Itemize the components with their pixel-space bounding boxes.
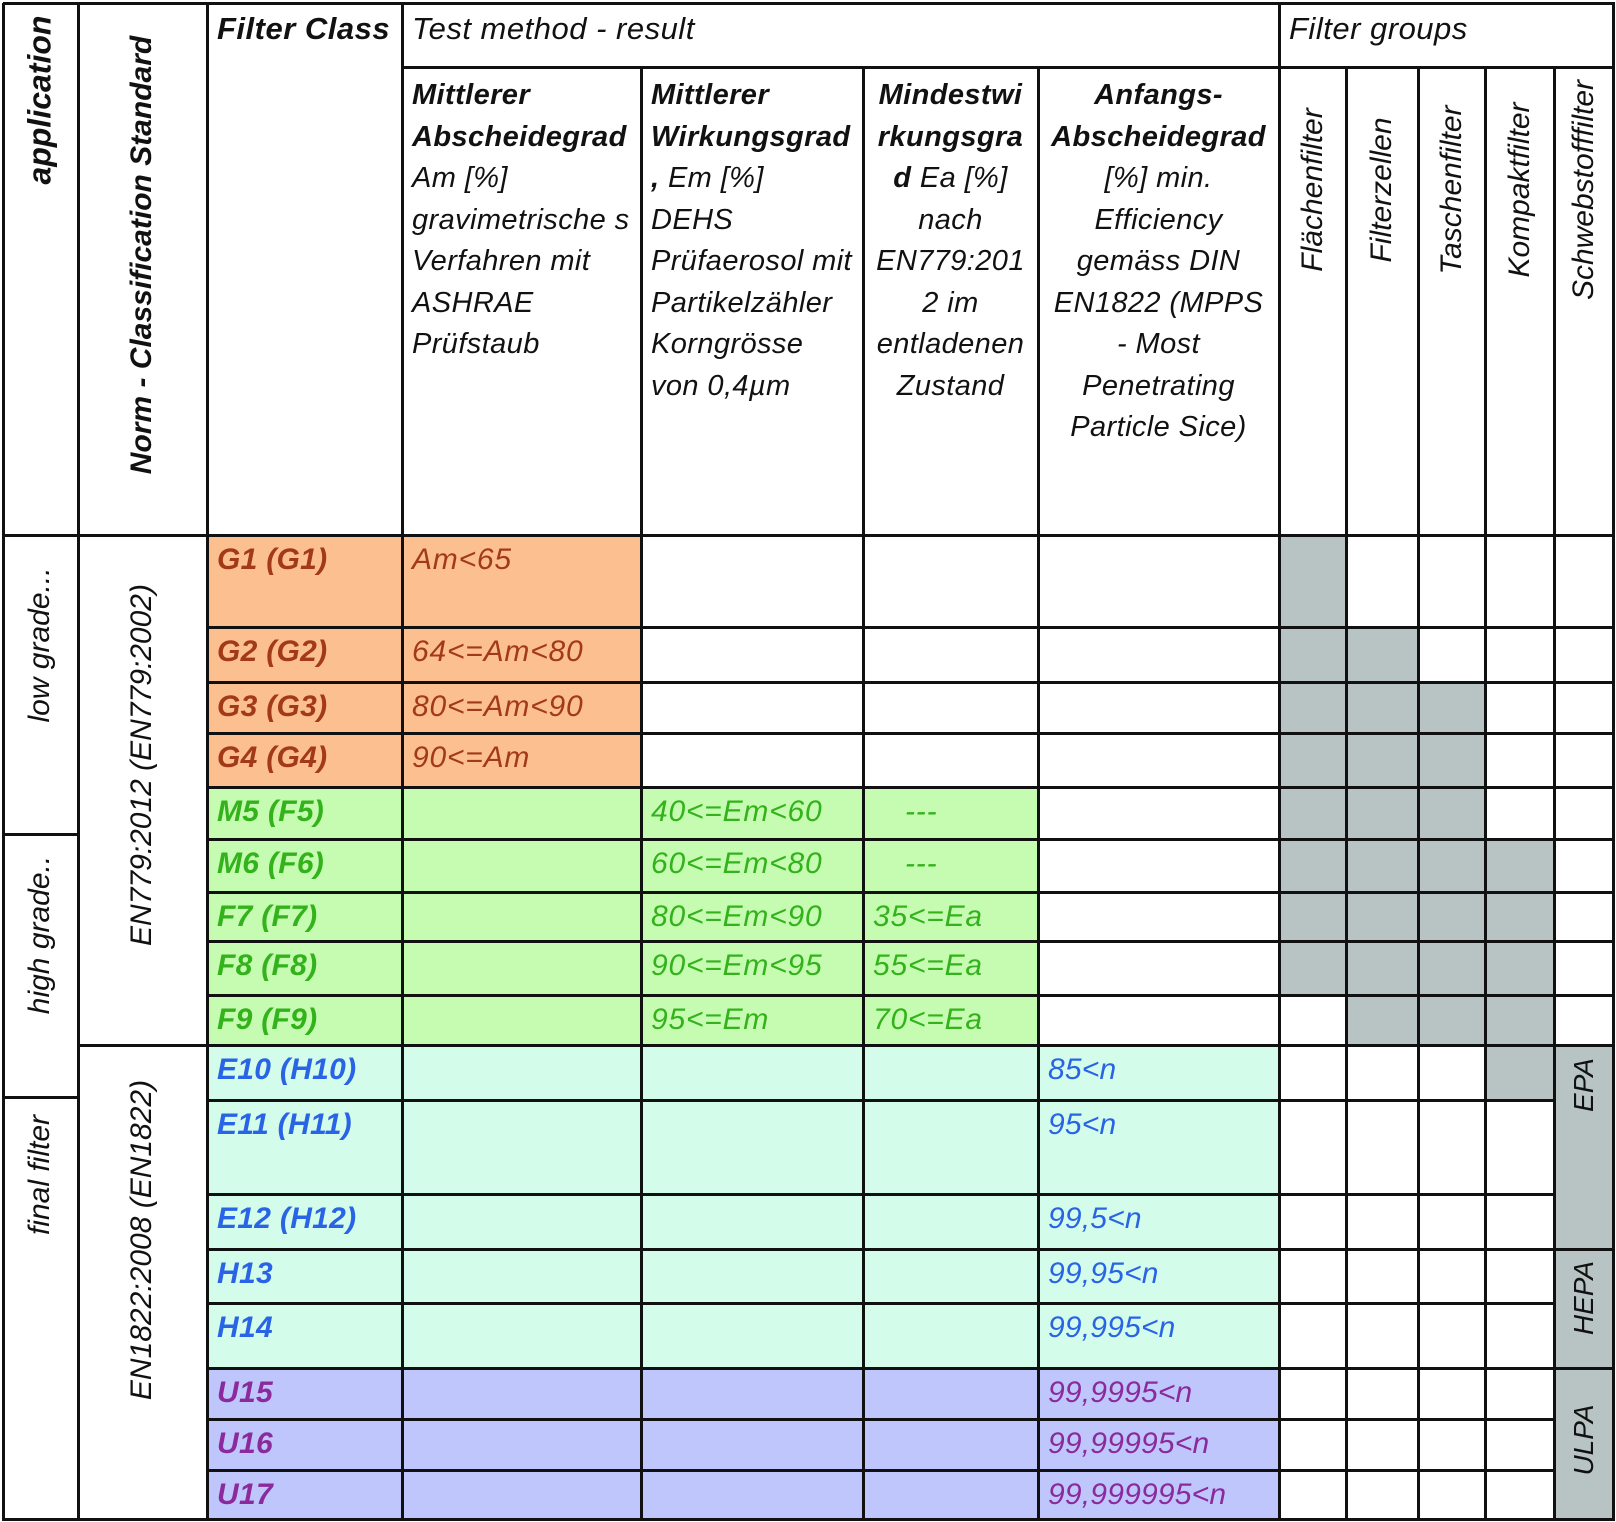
grid-line — [1279, 1302, 1556, 1305]
group-mark — [1346, 733, 1418, 787]
test-column-header — [404, 71, 639, 531]
test-column-desc: Ea [%] nach EN779:2012 im entladenen Zustand — [876, 162, 1025, 402]
grid-line — [1554, 994, 1615, 997]
ea-cell — [865, 1251, 1036, 1301]
filter-class-cell: U16 — [217, 1427, 273, 1460]
group-mark — [1418, 892, 1485, 941]
group-mark — [1279, 627, 1346, 682]
am-cell — [404, 943, 639, 993]
grid-line — [3, 833, 80, 836]
group-mark — [1346, 839, 1418, 892]
filter-class-cell: E11 (H11) — [217, 1108, 352, 1141]
ea-cell: 35<=Ea — [873, 900, 983, 933]
group-label-ulpa-text: ULPA — [1568, 1404, 1599, 1476]
ea-cell — [865, 1370, 1036, 1417]
group-mark — [1485, 995, 1554, 1045]
grid-line — [1279, 786, 1556, 789]
em-cell: 60<=Em<80 — [651, 847, 823, 880]
am-cell — [404, 1102, 639, 1192]
group-mark — [1418, 839, 1485, 892]
grid-line — [1279, 838, 1556, 841]
mpps-cell — [1040, 629, 1277, 680]
group-label-epa-text: EPA — [1568, 1058, 1599, 1112]
group-mark — [1279, 839, 1346, 892]
am-cell — [404, 1370, 639, 1417]
filter-class-cell: E10 (H10) — [217, 1053, 357, 1086]
group-mark — [1418, 941, 1485, 995]
ea-cell: --- — [905, 847, 938, 880]
group-mark — [1554, 1194, 1613, 1249]
ea-cell — [865, 735, 1036, 785]
am-cell: 90<=Am — [412, 741, 531, 774]
filter-group-header-text: Filterzellen — [1365, 117, 1398, 263]
filter-class-cell: M6 (F6) — [217, 847, 325, 880]
grid-line — [1279, 626, 1556, 629]
filter-class-cell: H13 — [217, 1257, 273, 1290]
em-cell: 95<=Em — [651, 1003, 770, 1036]
mpps-cell — [1040, 997, 1277, 1043]
grid-line — [1554, 1367, 1615, 1370]
ea-cell — [865, 1305, 1036, 1366]
filter-class-cell: F7 (F7) — [217, 900, 318, 933]
em-cell — [643, 537, 861, 625]
grid-line — [1279, 1193, 1556, 1196]
group-mark — [1485, 941, 1554, 995]
ea-cell: --- — [905, 795, 938, 828]
test-column-header — [643, 71, 861, 531]
ea-cell — [865, 537, 1036, 625]
grid-line — [402, 66, 1615, 69]
em-cell — [643, 1251, 861, 1301]
grid-line — [1279, 1418, 1556, 1421]
filter-class-cell: G3 (G3) — [217, 690, 328, 723]
test-column-title: Anfangs-Abscheidegrad — [1051, 79, 1266, 153]
grid-line — [1279, 891, 1556, 894]
group-mark — [1554, 1470, 1613, 1519]
group-mark — [1418, 733, 1485, 787]
mpps-cell: 99,99995<n — [1048, 1427, 1210, 1460]
mpps-cell — [1040, 943, 1277, 993]
ea-cell: 70<=Ea — [873, 1003, 983, 1036]
test-column-title: Mindestwirkungsgrad — [877, 79, 1024, 194]
grid-line — [1279, 681, 1556, 684]
ea-cell — [865, 1102, 1036, 1192]
filter-group-header-text: Flächenfilter — [1295, 108, 1329, 272]
mpps-cell: 95<n — [1048, 1108, 1117, 1141]
filter-class-cell: G4 (G4) — [217, 741, 328, 774]
mpps-cell — [1040, 789, 1277, 837]
grid-line — [1554, 786, 1615, 789]
am-cell: 64<=Am<80 — [412, 635, 584, 668]
group-mark — [1346, 892, 1418, 941]
group-mark — [1279, 892, 1346, 941]
mpps-cell — [1040, 894, 1277, 939]
mpps-cell: 85<n — [1048, 1053, 1117, 1086]
group-mark — [1279, 733, 1346, 787]
grid-line — [1279, 1469, 1556, 1472]
filter-group-header-text: Schwebstofffilter — [1566, 79, 1600, 301]
em-cell — [643, 1472, 861, 1517]
test-column-desc: Am [%] gravimetrische s Verfahren mit ASHRAE Prüfstaub — [412, 162, 630, 360]
filter-class-cell: E12 (H12) — [217, 1202, 357, 1235]
grid-line — [1279, 732, 1556, 735]
filter-groups-header: Filter groups — [1289, 11, 1468, 46]
test-column-desc: [%] min. Efficiency gemäss DIN EN1822 (MPPS - Most Penetrating Particle Sice) — [1053, 162, 1264, 443]
group-mark — [1485, 892, 1554, 941]
grid-line — [1279, 1248, 1556, 1251]
am-cell — [404, 1305, 639, 1366]
grid-line — [3, 1096, 80, 1099]
group-mark — [1485, 839, 1554, 892]
am-cell — [404, 1421, 639, 1468]
norm-header-text: Norm - Classification Standard — [125, 35, 158, 475]
am-cell — [404, 894, 639, 939]
em-cell — [643, 1196, 861, 1247]
group-mark — [1346, 995, 1418, 1045]
group-mark — [1418, 787, 1485, 839]
grid-line — [1554, 626, 1615, 629]
am-cell: 80<=Am<90 — [412, 690, 584, 723]
filter-group-header-text: Taschenfilter — [1434, 105, 1468, 275]
application-low-text: low grade... — [23, 567, 56, 723]
am-cell — [404, 1472, 639, 1517]
filter-group-header-text: Kompaktfilter — [1502, 102, 1536, 278]
am-cell — [404, 841, 639, 890]
mpps-cell: 99,95<n — [1048, 1257, 1159, 1290]
mpps-cell — [1040, 735, 1277, 785]
em-cell: 40<=Em<60 — [651, 795, 823, 828]
grid-line — [1554, 838, 1615, 841]
group-mark — [1279, 682, 1346, 733]
am-cell — [404, 997, 639, 1043]
am-cell — [404, 789, 639, 837]
filter-class-cell: U15 — [217, 1376, 273, 1409]
mpps-cell — [1040, 684, 1277, 731]
em-cell — [643, 684, 861, 731]
grid-line — [2, 3, 5, 1521]
grid-line — [78, 1044, 209, 1047]
am-cell — [404, 1047, 639, 1098]
norm-en779-text: EN779:2012 (EN779:2002) — [125, 584, 158, 946]
ea-cell — [865, 1472, 1036, 1517]
test-column-title: Mittlerer Abscheidegrad — [412, 79, 627, 153]
group-mark — [1418, 995, 1485, 1045]
em-cell — [643, 735, 861, 785]
em-cell — [643, 629, 861, 680]
group-mark — [1346, 941, 1418, 995]
grid-line — [1279, 1367, 1556, 1370]
group-mark — [1346, 787, 1418, 839]
am-cell — [404, 1251, 639, 1301]
test-column-desc: Em [%] DEHS Prüfaerosol mit Partikelzähler Korngrösse von 0,4µm — [651, 162, 853, 402]
em-cell — [643, 1305, 861, 1366]
application-header-text: application — [21, 15, 58, 185]
group-label-hepa-text: HEPA — [1568, 1260, 1599, 1336]
application-final-text: final filter — [23, 1114, 56, 1236]
ea-cell — [865, 684, 1036, 731]
grid-line — [1279, 994, 1556, 997]
group-mark — [1418, 682, 1485, 733]
mpps-cell: 99,9995<n — [1048, 1376, 1193, 1409]
ea-cell — [865, 1421, 1036, 1468]
test-column-title: Mittlerer Wirkungsgrad, — [651, 79, 851, 194]
em-cell — [643, 1102, 861, 1192]
am-cell — [404, 1196, 639, 1247]
ea-cell — [865, 1047, 1036, 1098]
group-mark — [1485, 1045, 1554, 1100]
grid-line — [1279, 940, 1556, 943]
filter-class-cell: G1 (G1) — [217, 543, 328, 576]
grid-line — [1554, 1044, 1615, 1047]
grid-line — [1554, 732, 1615, 735]
ea-cell — [865, 1196, 1036, 1247]
test-column-header — [1040, 71, 1277, 531]
filter-class-cell: M5 (F5) — [217, 795, 325, 828]
grid-line — [1554, 1248, 1615, 1251]
test-column-header — [865, 71, 1036, 531]
mpps-cell: 99,999995<n — [1048, 1478, 1227, 1511]
group-mark — [1279, 787, 1346, 839]
filter-class-cell: F9 (F9) — [217, 1003, 318, 1036]
group-mark — [1554, 1100, 1613, 1194]
filter-class-cell: F8 (F8) — [217, 949, 318, 982]
em-cell: 90<=Em<95 — [651, 949, 823, 982]
group-mark — [1279, 535, 1346, 627]
filter-class-cell: G2 (G2) — [217, 635, 328, 668]
norm-en1822-text: EN1822:2008 (EN1822) — [125, 1079, 158, 1401]
grid-line — [1279, 1044, 1556, 1047]
group-mark — [1346, 627, 1418, 682]
grid-line — [77, 3, 80, 1521]
grid-line — [1554, 891, 1615, 894]
grid-line — [1554, 940, 1615, 943]
grid-line — [1279, 1099, 1556, 1102]
filter-class-cell: H14 — [217, 1311, 273, 1344]
em-cell — [643, 1047, 861, 1098]
application-high-text: high grade.. — [23, 855, 56, 1015]
em-cell — [643, 1421, 861, 1468]
am-cell: Am<65 — [412, 543, 512, 576]
mpps-cell: 99,995<n — [1048, 1311, 1176, 1344]
em-cell: 80<=Em<90 — [651, 900, 823, 933]
test-method-header: Test method - result — [412, 11, 695, 46]
mpps-cell — [1040, 841, 1277, 890]
filter-class-header: Filter Class — [217, 11, 391, 46]
mpps-cell — [1040, 537, 1277, 625]
ea-cell — [865, 629, 1036, 680]
filter-class-cell: U17 — [217, 1478, 273, 1511]
em-cell — [643, 1370, 861, 1417]
group-mark — [1346, 682, 1418, 733]
grid-line — [1612, 3, 1615, 1521]
mpps-cell: 99,5<n — [1048, 1202, 1142, 1235]
group-mark — [1279, 941, 1346, 995]
grid-line — [1554, 681, 1615, 684]
ea-cell: 55<=Ea — [873, 949, 983, 982]
